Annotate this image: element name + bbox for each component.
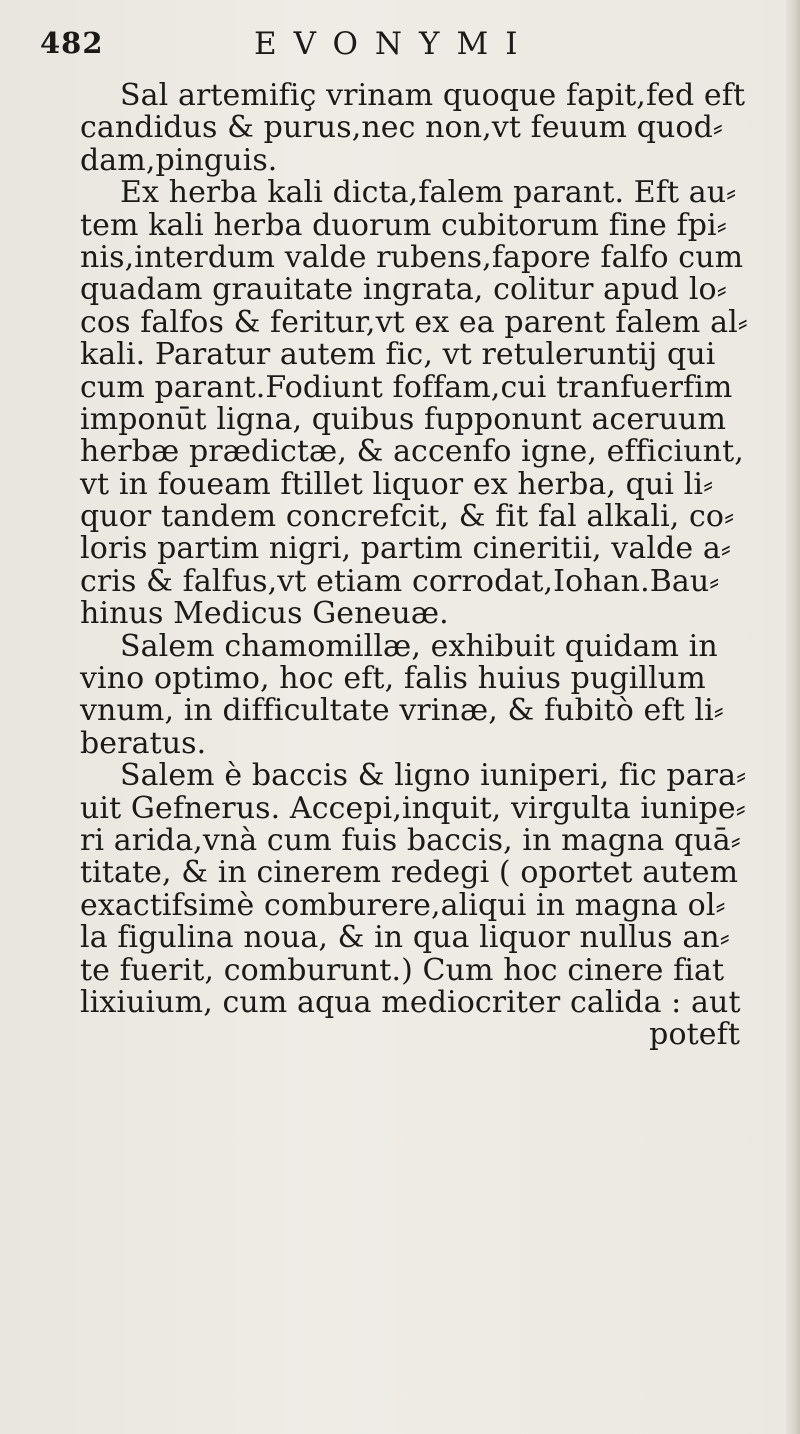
text-line: herbæ prædictæ, & accenfo igne, efficiunt, xyxy=(80,434,744,470)
page-header xyxy=(40,26,760,70)
text-line: exactifsimè comburere,aliqui in magna ol⸗ xyxy=(80,887,726,923)
text-line: Salem chamomillæ, exhibuit quidam in xyxy=(120,628,718,664)
page-edge xyxy=(786,0,800,1434)
text-line: loris partim nigri, partim cineritii, valde a⸗ xyxy=(80,531,731,567)
text-line: uit Gefnerus. Accepi,inquit, virgulta iunipe⸗ xyxy=(80,790,746,826)
text-line: vt in foueam ftillet liquor ex herba, qui li⸗ xyxy=(80,466,714,502)
text-line: quor tandem concrefcit, & fit fal alkali, co⸗ xyxy=(80,499,735,535)
text-line: cris & falfus,vt etiam corrodat,Iohan.Bau⸗ xyxy=(80,563,720,599)
text-line: la figulina noua, & in qua liquor nullus an⸗ xyxy=(80,920,730,956)
text-line: vino optimo, hoc eft, falis huius pugillum xyxy=(80,661,706,697)
text-line: ri arida,vnà cum fuis baccis, in magna quā⸗ xyxy=(80,822,741,858)
text-line: kali. Paratur autem fic, vt retuleruntij qui xyxy=(80,337,716,373)
text-line: Ex herba kali dicta,falem parant. Eft au⸗ xyxy=(120,175,737,211)
text-line: hinus Medicus Geneuæ. xyxy=(80,596,449,632)
text-line: cum parant.Fodiunt foffam,cui tranfuerfim xyxy=(80,369,733,405)
text-line: tem kali herba duorum cubitorum fine fpi⸗ xyxy=(80,207,727,243)
text-line: vnum, in difficultate vrinæ, & fubitò eft li⸗ xyxy=(80,693,724,729)
text-line: nis,interdum valde rubens,fapore falfo cum xyxy=(80,239,744,275)
text-line: te fuerit, comburunt.) Cum hoc cinere fiat xyxy=(80,952,725,988)
page-number: 482 xyxy=(40,26,104,60)
text-line: lixiuium, cum aqua mediocriter calida : aut xyxy=(80,984,741,1020)
text-line: Sal artemifiç vrinam quoque fapit,fed eft xyxy=(120,78,746,113)
text-line: Salem è baccis & ligno iuniperi, fic para⸗ xyxy=(120,758,747,794)
body-text xyxy=(80,80,770,1052)
text-line: candidus & purus,nec non,vt feuum quod⸗ xyxy=(80,110,723,146)
text-line: beratus. xyxy=(80,725,207,761)
text-line: titate, & in cinerem redegi ( oportet autem xyxy=(80,855,739,891)
text-line: cos falfos & feritur,vt ex ea parent falem al⸗ xyxy=(80,304,748,340)
text-lines xyxy=(80,80,770,1019)
text-line: imponūt ligna, quibus fupponunt aceruum xyxy=(80,401,727,437)
text-line: quadam grauitate ingrata, colitur apud lo⸗ xyxy=(80,272,727,308)
running-head: EVONYMI xyxy=(254,26,535,62)
text-line: dam,pinguis. xyxy=(80,142,278,178)
catchword: poteft xyxy=(649,1017,740,1053)
